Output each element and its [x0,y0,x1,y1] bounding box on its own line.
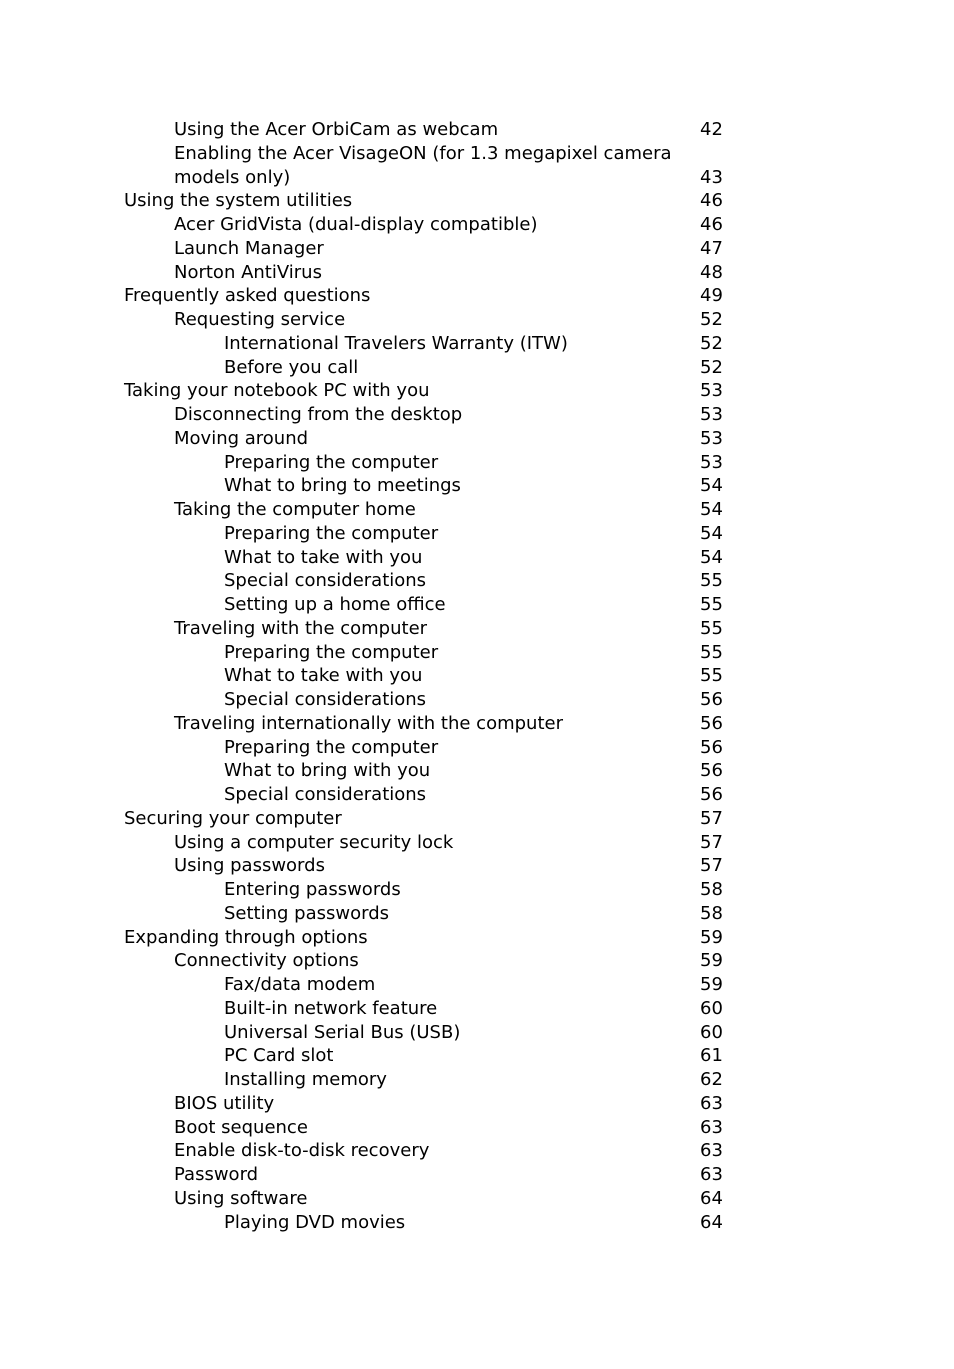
toc-entry[interactable] [124,783,724,807]
toc-entry[interactable] [124,1187,724,1211]
toc-entry-page: 63 [700,1116,723,1138]
toc-entry[interactable] [124,403,724,427]
toc-entry-title: Using a computer security lock [174,831,454,853]
toc-entry-title: Built-in network feature [224,997,438,1019]
toc-entry-title: What to take with you [224,546,423,568]
toc-entry-page: 57 [700,807,723,829]
toc-entry-page: 46 [700,214,723,235]
toc-entry-title: Setting passwords [224,902,390,924]
toc-entry-page: 63 [700,1092,723,1114]
toc-entry[interactable] [124,1116,724,1140]
toc-entry-title: Disconnecting from the desktop [174,404,463,425]
toc-entry-title: Playing DVD movies [224,1211,406,1233]
toc-entry[interactable] [124,1211,724,1235]
toc-entry-title: Connectivity options [174,950,359,972]
toc-entry-page: 61 [700,1045,723,1067]
toc-entry[interactable] [124,379,724,403]
toc-entry-page: 59 [700,950,723,972]
toc-entry-page: 63 [700,1140,723,1162]
toc-entry[interactable] [124,237,724,261]
toc-entry-page: 53 [700,404,723,425]
toc-entry-title: Special considerations [224,570,427,592]
toc-entry-title: International Travelers Warranty (ITW) [224,332,568,354]
toc-entry-title: What to bring with you [224,760,431,782]
toc-entry[interactable] [124,1068,724,1092]
toc-entry-page: 60 [700,1021,723,1043]
toc-entry[interactable] [124,664,724,688]
toc-entry[interactable] [124,949,724,973]
toc-entry[interactable] [124,118,724,142]
toc-entry-page: 56 [700,784,723,805]
toc-entry-page: 58 [700,902,723,924]
toc-entry-title: Using the system utilities [124,190,353,212]
toc-entry-title: Preparing the computer [224,641,439,663]
toc-entry[interactable] [124,973,724,997]
toc-entry[interactable] [124,356,724,380]
toc-entry-page: 56 [700,712,723,734]
toc-entry[interactable] [124,284,724,308]
toc-entry[interactable] [124,617,724,641]
toc-entry-title: Preparing the computer [224,451,439,473]
toc-entry-page: 52 [700,356,723,378]
toc-entry-title: What to take with you [224,665,423,687]
toc-entry[interactable] [124,878,724,902]
toc-entry[interactable] [124,332,724,356]
toc-entry-title: Moving around [174,427,309,449]
toc-entry-title: Setting up a home office [224,594,446,615]
toc-entry-page: 64 [700,1211,723,1233]
toc-entry-page: 55 [700,570,723,592]
toc-entry-page: 63 [700,1164,723,1185]
toc-entry-title: Requesting service [174,309,346,330]
toc-entry[interactable] [124,712,724,736]
toc-entry-title: Using passwords [174,855,325,877]
toc-entry[interactable] [124,261,724,285]
toc-entry-title: Taking the computer home [174,499,416,520]
toc-entry-page: 64 [700,1187,723,1209]
toc-entry-page: 53 [700,451,723,473]
toc-entry-page: 52 [700,332,723,354]
toc-entry[interactable] [124,641,724,665]
toc-entry-title: Launch Manager [174,237,324,259]
toc-entry-page: 57 [700,831,723,853]
toc-entry-page: 42 [700,119,723,140]
toc-entry[interactable] [124,546,724,570]
table-of-contents [124,118,724,1234]
toc-entry-page: 59 [700,926,723,948]
toc-entry-page: 55 [700,594,723,615]
toc-entry[interactable] [124,474,724,498]
toc-entry-page: 57 [700,855,723,877]
toc-entry[interactable] [124,213,724,237]
toc-entry[interactable] [124,854,724,878]
toc-entry-title: Frequently asked questions [124,285,371,307]
toc-entry-page: 58 [700,879,723,900]
toc-entry[interactable] [124,427,724,451]
toc-entry-title: Preparing the computer [224,522,439,544]
toc-entry-page: 53 [700,380,723,402]
toc-entry[interactable] [124,831,724,855]
toc-entry-page: 55 [700,665,723,687]
toc-entry[interactable] [124,902,724,926]
toc-entry-title: Taking your notebook PC with you [124,380,430,402]
toc-entry-page: 53 [700,427,723,449]
toc-entry-title: Special considerations [224,784,427,805]
toc-entry[interactable] [124,142,724,190]
toc-entry-title: Securing your computer [124,807,342,829]
toc-entry-page: 52 [700,309,723,330]
toc-entry-title: Password [174,1164,259,1185]
toc-entry-title: Before you call [224,356,359,378]
toc-entry[interactable] [124,308,724,332]
toc-entry[interactable] [124,569,724,593]
toc-entry-title: Using the Acer OrbiCam as webcam [174,119,499,140]
toc-entry-title: Enable disk-to-disk recovery [174,1140,430,1162]
toc-entry[interactable] [124,1139,724,1163]
toc-entry-page: 56 [700,689,723,710]
toc-entry-page: 46 [700,190,723,212]
toc-entry-page: 55 [700,641,723,663]
toc-entry-page: 54 [700,475,723,497]
toc-entry-page: 55 [700,617,723,639]
toc-entry-page: 54 [700,546,723,568]
toc-entry-title: Preparing the computer [224,736,439,758]
toc-entry-title: BIOS utility [174,1092,275,1114]
toc-entry[interactable] [124,926,724,950]
toc-entry-page: 48 [700,261,723,283]
toc-entry[interactable] [124,451,724,475]
toc-entry[interactable] [124,1021,724,1045]
toc-entry-page: 56 [700,760,723,782]
toc-entry-title: Acer GridVista (dual-display compatible) [174,214,538,235]
toc-entry-title: Installing memory [224,1069,387,1090]
toc-entry-page: 60 [700,997,723,1019]
toc-entry-page: 54 [700,522,723,544]
toc-entry[interactable] [124,498,724,522]
toc-entry-title: Boot sequence [174,1116,308,1138]
toc-entry[interactable] [124,1092,724,1116]
toc-entry[interactable] [124,189,724,213]
toc-entry[interactable] [124,593,724,617]
toc-entry-title: Enabling the Acer VisageON (for 1.3 megapixel camera models only) [174,142,672,188]
toc-entry-title: Entering passwords [224,879,401,900]
toc-entry-page: 54 [700,499,723,520]
toc-entry-page: 56 [700,736,723,758]
toc-entry-title: Using software [174,1187,308,1209]
toc-entry-title: Traveling with the computer [174,617,428,639]
toc-entry-title: Traveling internationally with the computer [174,712,563,734]
toc-entry[interactable] [124,736,724,760]
toc-entry[interactable] [124,1163,724,1187]
toc-entry-title: Norton AntiVirus [174,261,322,283]
toc-entry-page: 49 [700,285,723,307]
toc-entry[interactable] [124,759,724,783]
toc-entry[interactable] [124,1044,724,1068]
toc-entry[interactable] [124,807,724,831]
toc-entry-page: 62 [700,1069,723,1090]
toc-entry[interactable] [124,997,724,1021]
toc-entry[interactable] [124,522,724,546]
toc-entry-page: 59 [700,974,723,995]
toc-entry-page: 47 [700,237,723,259]
toc-entry-title: Universal Serial Bus (USB) [224,1021,461,1043]
toc-entry-title: PC Card slot [224,1045,334,1067]
toc-entry-title: Fax/data modem [224,974,376,995]
toc-entry-title: Special considerations [224,689,427,710]
toc-entry-title: Expanding through options [124,926,368,948]
toc-entry-page: 43 [700,166,723,188]
toc-entry-title: What to bring to meetings [224,475,461,497]
toc-entry[interactable] [124,688,724,712]
